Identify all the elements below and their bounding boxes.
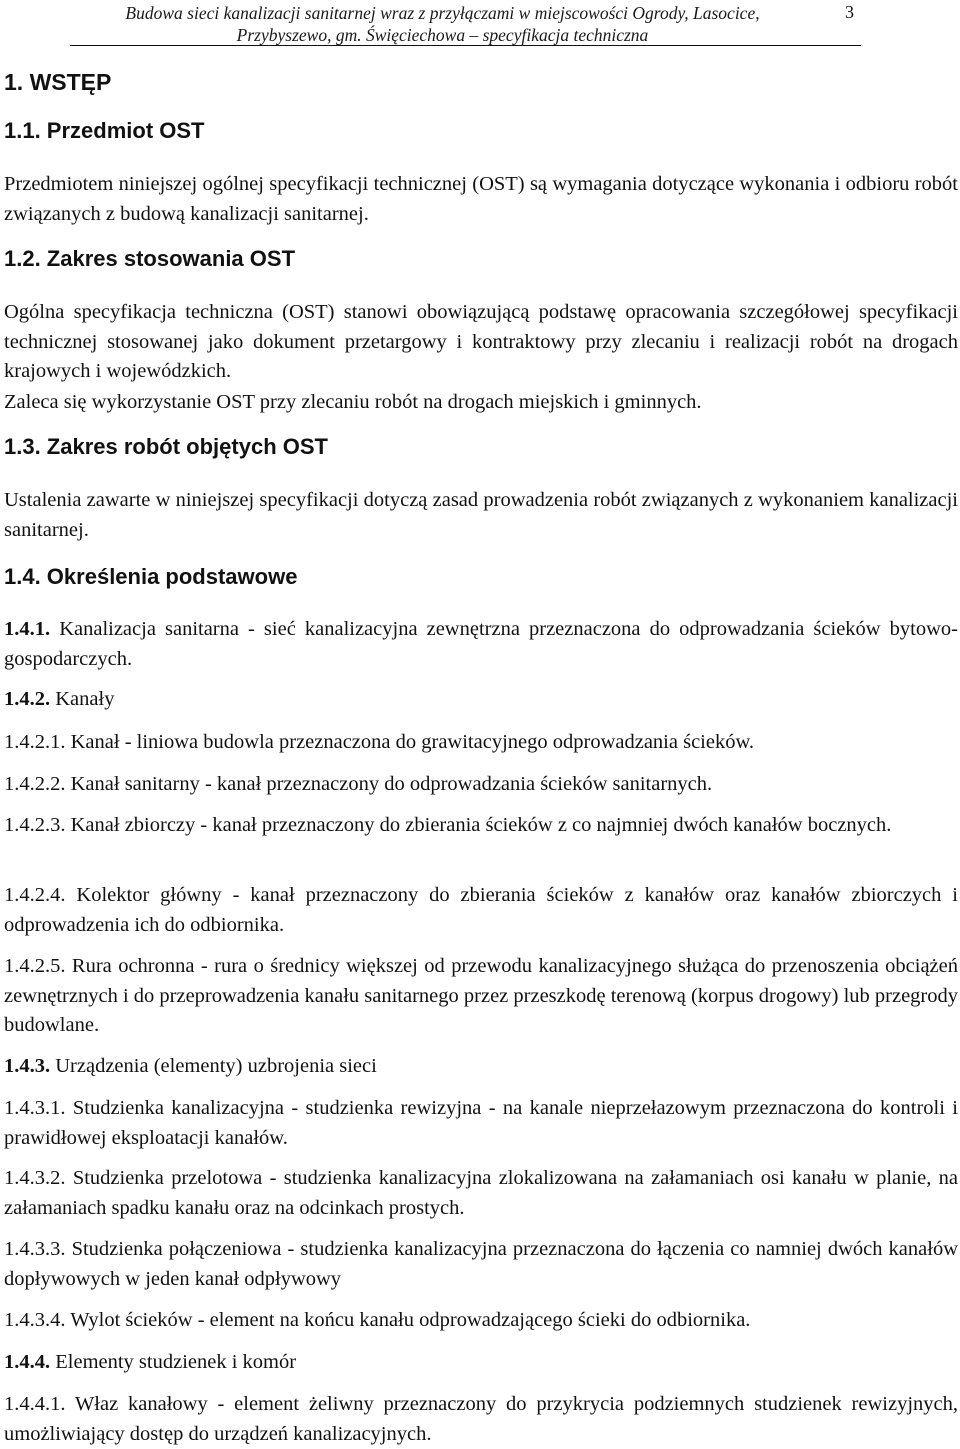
definition-1-4-4-1 bbox=[4, 1390, 958, 1449]
section-heading-1-3: 1.3. Zakres robót objętych OST bbox=[4, 434, 328, 459]
definition-number: 1.4.2.1. bbox=[4, 731, 66, 753]
header-title bbox=[70, 2, 815, 46]
definition-number: 1.4.3.3. bbox=[4, 1238, 66, 1260]
header-title-line1: Budowa sieci kanalizacji sanitarnej wraz z przyłączami w miejscowości Ogrody, Lasocice, bbox=[125, 3, 760, 23]
page-header bbox=[0, 0, 960, 48]
definition-1-4-2-3 bbox=[4, 811, 958, 841]
definition-number: 1.4.3.1. bbox=[4, 1097, 66, 1119]
definition-text: Kolektor główny - kanał przeznaczony do zbierania ścieków z kanałów oraz kanałów zbiorczych i odprowadzenia ich do odbiornika. bbox=[4, 884, 958, 936]
definition-text: Elementy studzienek i komór bbox=[50, 1351, 297, 1373]
page-number: 3 bbox=[845, 2, 854, 22]
definition-number: 1.4.4.1. bbox=[4, 1393, 66, 1415]
definition-text: Studzienka kanalizacyjna - studzienka rewizyjna - na kanale nieprzełazowym przeznaczona do kontroli i prawidłowej eksploatacji kanałów. bbox=[4, 1097, 958, 1149]
definition-1-4-2-2 bbox=[4, 770, 958, 800]
definition-number: 1.4.4. bbox=[4, 1351, 51, 1373]
definition-1-4-3 bbox=[4, 1052, 958, 1082]
paragraph-1-2-a: Ogólna specyfikacja techniczna (OST) stanowi obowiązującą podstawę opracowania szczegółowej specyfikacji technicznej stosowanej jako dokument przetargowy i kontraktowy przy zlecaniu i realizacji robót na drogach krajowych i wojewódzkich. bbox=[4, 301, 958, 382]
definition-text: Rura ochronna - rura o średnicy większej od przewodu kanalizacyjnego służąca do przenoszenia obciążeń zewnętrznych i do przeprowadzenia kanału sanitarnego przez przeszkodę terenową (korpus drogowy) lub przegrody budowlane. bbox=[4, 955, 958, 1036]
definition-1-4-3-3 bbox=[4, 1235, 958, 1294]
definition-text: Wylot ścieków - element na końcu kanału odprowadzającego ścieki do odbiornika. bbox=[65, 1309, 751, 1331]
definition-number: 1.4.3. bbox=[4, 1055, 51, 1077]
definition-number: 1.4.2. bbox=[4, 688, 51, 710]
definition-text: Kanał - liniowa budowla przeznaczona do grawitacyjnego odprowadzania ścieków. bbox=[65, 731, 755, 753]
definition-1-4-2 bbox=[4, 685, 958, 715]
definition-1-4-2-1 bbox=[4, 728, 958, 758]
definition-number: 1.4.3.4. bbox=[4, 1309, 66, 1331]
definition-text: Kanały bbox=[50, 688, 115, 710]
definition-1-4-3-2 bbox=[4, 1164, 958, 1223]
definition-1-4-4 bbox=[4, 1348, 958, 1378]
definition-1-4-2-4 bbox=[4, 881, 958, 940]
definition-text: Studzienka połączeniowa - studzienka kanalizacyjna przeznaczona do łączenia co namniej dwóch kanałów dopływowych w jeden kanał odpływowy bbox=[4, 1238, 958, 1290]
section-heading-1-2: 1.2. Zakres stosowania OST bbox=[4, 246, 296, 271]
paragraph-1-2-b: Zaleca się wykorzystanie OST przy zlecaniu robót na drogach miejskich i gminnych. bbox=[4, 391, 702, 413]
definition-text: Kanał zbiorczy - kanał przeznaczony do zbierania ścieków z co najmniej dwóch kanałów bocznych. bbox=[65, 814, 892, 836]
section-heading-wstep: 1. WSTĘP bbox=[4, 69, 112, 95]
definition-1-4-2-5 bbox=[4, 952, 958, 1041]
header-divider bbox=[70, 45, 861, 46]
definition-1-4-1 bbox=[4, 615, 958, 674]
definition-number: 1.4.3.2. bbox=[4, 1167, 66, 1189]
definition-number: 1.4.2.3. bbox=[4, 814, 66, 836]
definition-text: Studzienka przelotowa - studzienka kanalizacyjna zlokalizowana na załamaniach osi kanału w planie, na załamaniach spadku kanału oraz na odcinkach prostych. bbox=[4, 1167, 958, 1219]
definition-number: 1.4.1. bbox=[4, 618, 51, 640]
definition-text: Kanał sanitarny - kanał przeznaczony do odprowadzania ścieków sanitarnych. bbox=[65, 773, 713, 795]
definition-text: Kanalizacja sanitarna - sieć kanalizacyjna zewnętrzna przeznaczona do odprowadzania ścieków bytowo-gospodarczych. bbox=[4, 618, 958, 670]
definition-1-4-3-1 bbox=[4, 1094, 958, 1153]
definition-number: 1.4.2.4. bbox=[4, 884, 66, 906]
paragraph-1-1: Przedmiotem niniejszej ogólnej specyfikacji technicznej (OST) są wymagania dotyczące wykonania i odbioru robót związanych z budową kanalizacji sanitarnej. bbox=[4, 173, 958, 225]
definition-number: 1.4.2.2. bbox=[4, 773, 66, 795]
paragraph-1-3: Ustalenia zawarte w niniejszej specyfikacji dotyczą zasad prowadzenia robót związanych z wykonaniem kanalizacji sanitarnej. bbox=[4, 489, 958, 541]
definition-1-4-3-4 bbox=[4, 1306, 958, 1336]
definition-text: Urządzenia (elementy) uzbrojenia sieci bbox=[50, 1055, 377, 1077]
definition-number: 1.4.2.5. bbox=[4, 955, 66, 977]
header-title-line2: Przybyszewo, gm. Święciechowa – specyfikacja techniczna bbox=[236, 25, 649, 45]
section-heading-1-1: 1.1. Przedmiot OST bbox=[4, 118, 205, 143]
definition-text: Właz kanałowy - element żeliwny przeznaczony do przykrycia podziemnych studzienek rewizyjnych, umożliwiający dostęp do urządzeń kanalizacyjnych. bbox=[4, 1393, 958, 1445]
section-heading-1-4: 1.4. Określenia podstawowe bbox=[4, 564, 298, 589]
